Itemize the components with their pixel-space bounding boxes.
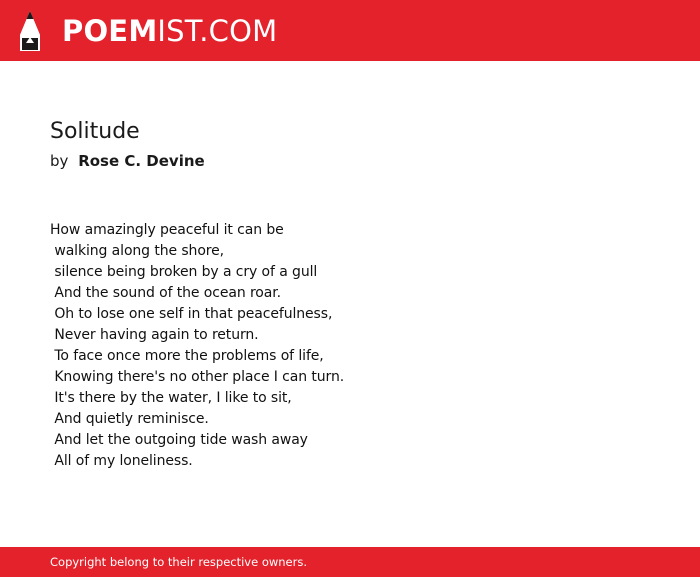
logo-bold-part: POEM: [62, 13, 158, 48]
poem-body: [50, 220, 344, 472]
byline: [50, 151, 650, 171]
copyright-text: Copyright belong to their respective owners.: [50, 555, 308, 569]
site-header: [0, 0, 700, 61]
site-logo-text: [62, 13, 278, 48]
poem-line: And let the outgoing tide wash away: [50, 432, 308, 448]
poem-line: walking along the shore,: [50, 243, 224, 259]
pencil-icon: [18, 9, 42, 53]
poem-line: All of my loneliness.: [50, 453, 193, 469]
poem-line: It's there by the water, I like to sit,: [50, 390, 292, 406]
by-label: by: [50, 152, 69, 170]
poem-line: And the sound of the ocean roar.: [50, 285, 281, 301]
home-logo-link[interactable]: [18, 8, 277, 54]
poem-line: silence being broken by a cry of a gull: [50, 264, 318, 280]
author-name: Rose C. Devine: [78, 152, 205, 170]
poem-line: Knowing there's no other place I can turn.: [50, 369, 345, 385]
poem-title: Solitude: [50, 119, 140, 144]
poem-line: Oh to lose one self in that peacefulness,: [50, 306, 333, 322]
poem-line: Never having again to return.: [50, 327, 259, 343]
poem-line: And quietly reminisce.: [50, 411, 209, 427]
poem-heading: [50, 118, 650, 171]
site-footer: [0, 547, 700, 577]
poem-line: How amazingly peaceful it can be: [50, 222, 284, 238]
poem-line: To face once more the problems of life,: [50, 348, 324, 364]
logo-light-part: IST.COM: [157, 13, 278, 48]
